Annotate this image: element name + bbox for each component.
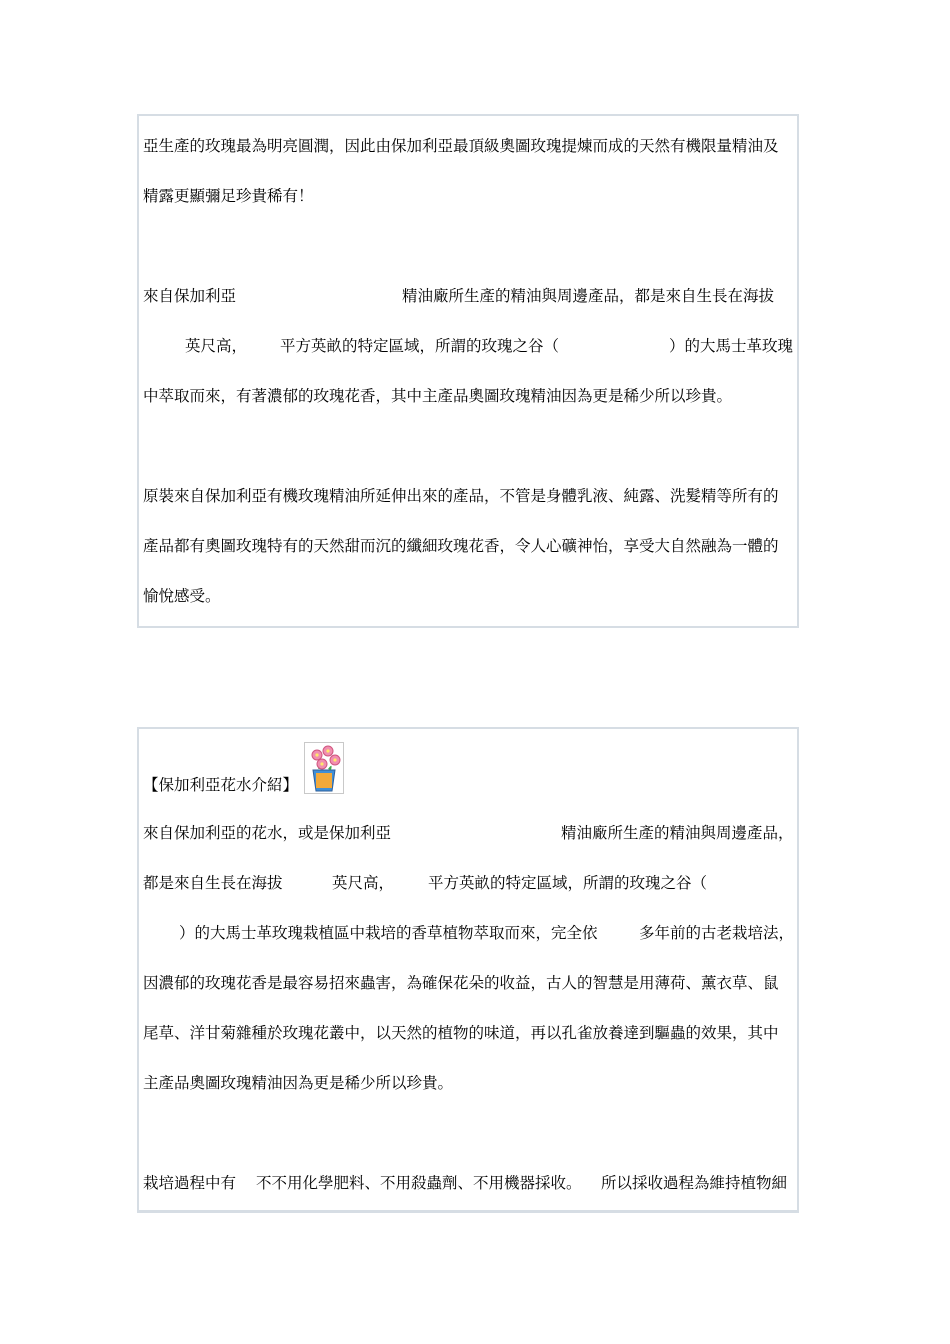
text: 產品都有奧圖玫瑰特有的天然甜而沉的纖細玫瑰花香，令人心礦神怡，享受大自然融為一體的 bbox=[143, 537, 779, 555]
text: 精露更顯彌足珍貴稀有！ bbox=[143, 187, 314, 205]
text: 來自保加利亞 bbox=[143, 287, 237, 305]
text: 主產品奧圖玫瑰精油因為更是稀少所以珍貴。 bbox=[143, 1074, 454, 1092]
text: 亞生產的玫瑰最為明亮圓潤，因此由保加利亞最頂級奧圖玫瑰提煉而成的天然有機限量精油及 bbox=[143, 137, 779, 155]
text: 不不用化學肥料、不用殺蟲劑、不用機器採收。 bbox=[256, 1174, 582, 1192]
text: 英尺高， bbox=[185, 337, 248, 355]
text: 平方英畝的特定區域，所謂的玫瑰之谷（ bbox=[428, 874, 708, 892]
text: 精油廠所生產的精油與周邊產品，都是來自生長在海拔 bbox=[402, 287, 775, 305]
flower-pot-icon bbox=[304, 742, 344, 794]
text: 栽培過程中有 bbox=[143, 1174, 237, 1192]
text: 都是來自生長在海拔 bbox=[143, 874, 283, 892]
text: 原裝來自保加利亞有機玫瑰精油所延伸出來的產品，不管是身體乳液、純露、洗髮精等所有的 bbox=[143, 487, 779, 505]
text: 因濃郁的玫瑰花香是最容易招來蟲害，為確保花朵的收益，古人的智慧是用薄荷、薰衣草、鼠 bbox=[143, 974, 779, 992]
text: ）的大馬士革玫瑰 bbox=[669, 337, 794, 355]
text: 來自保加利亞的花水，或是保加利亞 bbox=[143, 824, 392, 842]
text: 多年前的古老栽培法， bbox=[639, 924, 795, 942]
heading-text: 【保加利亞花水介紹】 bbox=[143, 776, 299, 794]
text: 英尺高， bbox=[332, 874, 395, 892]
text: 平方英畝的特定區域，所謂的玫瑰之谷（ bbox=[280, 337, 560, 355]
text: 尾草、洋甘菊雜種於玫瑰花叢中，以天然的植物的味道，再以孔雀放養達到驅蟲的效果，其中 bbox=[143, 1024, 779, 1042]
text: 所以採收過程為維持植物細 bbox=[601, 1174, 788, 1192]
text: 愉悅感受。 bbox=[143, 587, 221, 605]
text: ）的大馬士革玫瑰栽植區中栽培的香草植物萃取而來，完全依 bbox=[179, 924, 598, 942]
article-box-flower-water bbox=[137, 727, 799, 1213]
text: 精油廠所生產的精油與周邊產品， bbox=[561, 824, 794, 842]
text: 中萃取而來，有著濃郁的玫瑰花香，其中主產品奧圖玫瑰精油因為更是稀少所以珍貴。 bbox=[143, 387, 733, 405]
